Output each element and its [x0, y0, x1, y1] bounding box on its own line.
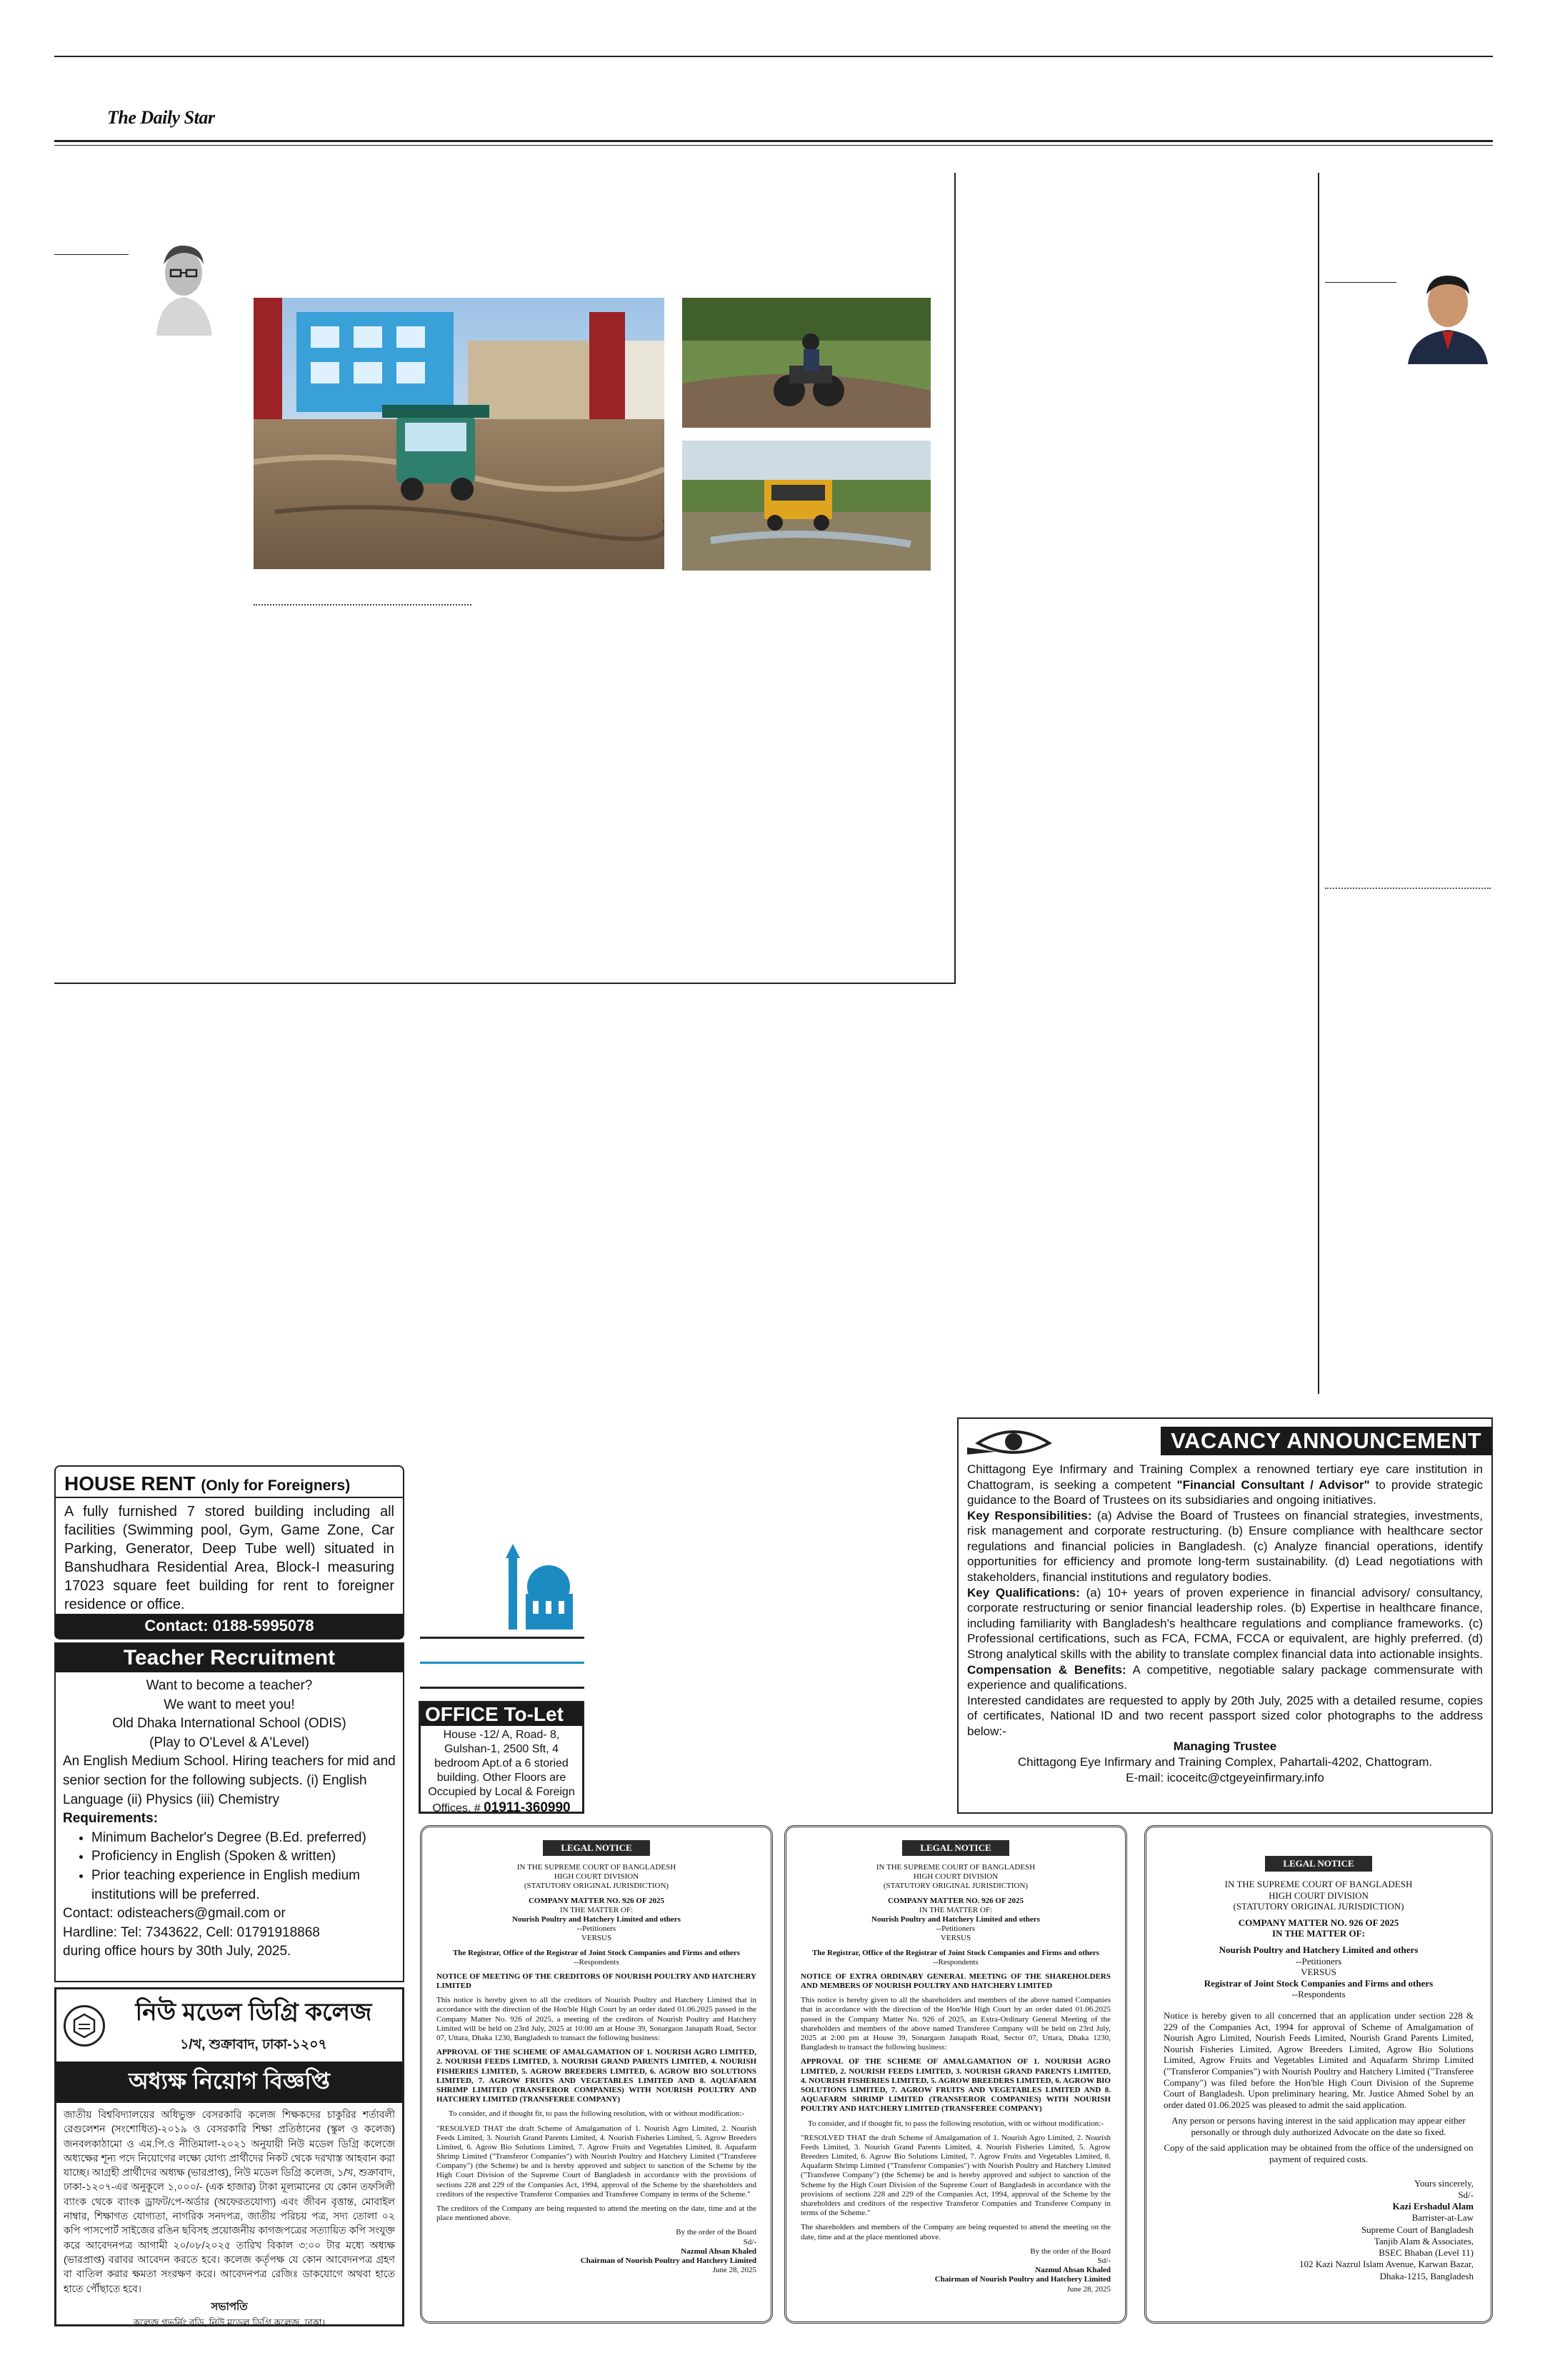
petitioners-label: --Petitioners [936, 1924, 976, 1934]
attend-text: The shareholders and members of the Company are being requested to attend the meeting on the date, time and at the place mentioned above. [801, 2223, 1111, 2241]
sign-order: By the order of the Board [676, 2228, 756, 2237]
teacher-body: An English Medium School. Hiring teachers for mid and senior section for the following subjects. (i) English Language (ii) Physics (iii) Chemistry [63, 1754, 396, 1807]
requirement-item: • Proficiency in English (Spoken & written) [91, 1847, 396, 1867]
teacher-play: (Play to O'Level & A'Level) [149, 1734, 309, 1750]
company-matter: COMPANY MATTER NO. 926 OF 2025 [528, 1896, 665, 1905]
editorial-bottom-rule [54, 983, 956, 984]
versus: VERSUS [581, 1934, 612, 1943]
sign-title: Chairman of Nourish Poultry and Hatchery Limited [934, 2275, 1111, 2284]
resolved-text: "RESOLVED THAT the draft Scheme of Amalgamation of 1. Nourish Agro Limited, 2. Nourish Feeds Limited, 3. Nourish Grand Parents Limited, 4. Nourish Fisheries Limited, 5. Agrow Breeders Limited, 6. Agrow Bio Solutions Limited, 7. Agrow Fruits and Vegetables Limited, 8. Aquafarm Shrimp Limited ("Transferor Companies") with Nourish Poultry and Hatchery Limited ("Transferee Company") (the Scheme) be and is hereby approved and subject to sanction of the Scheme by the High Court Division of the Supreme Court of Bangladesh in accordance with the provisions of sections 228 and 229 of the Companies Act, 1994, approval of the Scheme by the shareholders and creditors of the respective Transferor Companies and Transferee Company in terms of the Scheme." [436, 2124, 756, 2199]
section-rule-right [1325, 888, 1491, 889]
office-to-let-ad [419, 1701, 584, 1814]
college-heading: অধ্যক্ষ নিয়োগ বিজ্ঞপ্তি [56, 2062, 402, 2103]
respondent: Registrar of Joint Stock Companies and Firms and others [1204, 1977, 1434, 1989]
teacher-school: Old Dhaka International School (ODIS) [112, 1716, 346, 1732]
requirement-item: • Minimum Bachelor's Degree (B.Ed. preferred) [91, 1829, 396, 1848]
court-name: IN THE SUPREME COURT OF BANGLADESH [876, 1863, 1036, 1872]
top-rule [54, 56, 1493, 57]
court-jurisdiction: (STATUTORY ORIGINAL JURISDICTION) [883, 1882, 1029, 1891]
college-name: নিউ মডেল ডিগ্রি কলেজ [135, 1999, 372, 2026]
sign-role: Barrister-at-Law [1411, 2212, 1474, 2224]
petitioners-label: --Petitioners [576, 1924, 616, 1934]
legal-notice-egm [784, 1825, 1127, 2324]
sign-building: BSEC Bhaban (Level 11) [1379, 2247, 1474, 2259]
respondent: The Registrar, Office of the Registrar of Joint Stock Companies and Firms and others [811, 1948, 1100, 1957]
legal-notice-application [1144, 1825, 1493, 2324]
columnist-portrait [146, 236, 218, 336]
vacancy-intro: Chittagong Eye Infirmary and Training Complex a renowned tertiary eye care institution in Chattogram, is seeking a competent "Financial Consultant / Advisor" to provide strategic guidance to the Board of Trustees on its subsidiaries and ongoing initiatives. [967, 1462, 1483, 1507]
respondents-label: --Respondents [933, 1957, 979, 1967]
court-name: IN THE SUPREME COURT OF BANGLADESH [1224, 1879, 1413, 1889]
vacancy-qualifications: Key Qualifications: (a) 10+ years of proven experience in financial advisory/ consultancy, corporate restructuring or senior financial leadership roles. (b) Expertise in healthcare finance, including familiarity with Bangladesh's healthcare regulations and compliance frameworks. (c) Professional certifications, such as FCA, FCMA, FCCA or equivalent, are highly preferred. (d) Strong analytical skills with the ability to translate complex financial data into actionable insights. [967, 1585, 1483, 1661]
court-division: HIGH COURT DIVISION [554, 1872, 639, 1882]
teacher-deadline: during office hours by 30th July, 2025. [63, 1944, 291, 1959]
column-divider-left [954, 173, 956, 983]
notice-body: This notice is hereby given to all the shareholders and members of the above named Companies that in accordance with the direction of the Hon'ble High Court by an order dated 01.06.2025 passed in the Company Matter No. 926 of 2025, an Extra-Ordinary General Meeting of the shareholders and members of the above named Transferee Company will be held on 23rd July, 2025 at 2:00 pm at House 39, Sonargaon Janapath Road, Sector 07, Uttara, Dhaka 1230, Bangladesh to transact the following business: [801, 1996, 1111, 2052]
mosque-panel [416, 1458, 586, 1694]
mosque-rule-3 [420, 1687, 584, 1689]
company-matter: COMPANY MATTER NO. 926 OF 2025 [1238, 1917, 1399, 1928]
vacancy-responsibilities: Key Responsibilities: (a) Advise the Board of Trustees on financial strategies, investments, risk management and corporate restructuring. (b) Ensure compliance with healthcare sector regulations and financial policies in Bangladesh. (c) Analyze financial operations, identify opportunities for efficiency and promote long-term sustainability. (d) Lead negotiations with stakeholders, financial institutions and regulatory bodies. [967, 1508, 1483, 1585]
petitioners: Nourish Poultry and Hatchery Limited and others [1219, 1944, 1419, 1955]
versus: VERSUS [1301, 1967, 1336, 1978]
vacancy-address: Chittagong Eye Infirmary and Training Complex, Pahartali-4202, Chattogram. [1017, 1754, 1433, 1769]
sign-name: Nazmul Ahsan Khaled [1035, 2266, 1111, 2275]
sign-street: 102 Kazi Nazrul Islam Avenue, Karwan Bazar, [1299, 2259, 1474, 2270]
court-jurisdiction: (STATUTORY ORIGINAL JURISDICTION) [1233, 1901, 1404, 1912]
petitioners: Nourish Poultry and Hatchery Limited and others [512, 1914, 681, 1924]
office-title: OFFICE To-Let [421, 1703, 582, 1726]
respondents-label: --Respondents [574, 1957, 619, 1967]
college-seal-icon [64, 2005, 105, 2047]
mosque-rule-1 [420, 1637, 584, 1639]
teacher-requirements [63, 1829, 396, 1904]
consider-text: To consider, and if thought fit, to pass the following resolution, with or without modification:- [449, 2109, 744, 2119]
respondent: The Registrar, Office of the Registrar of Joint Stock Companies and Firms and others [452, 1948, 741, 1957]
company-matter: COMPANY MATTER NO. 926 OF 2025 [887, 1896, 1024, 1905]
consider-text: To consider, and if thought fit, to pass the following resolution, with or without modification:- [808, 2119, 1104, 2128]
byline-rule [54, 254, 129, 255]
house-rent-title: HOUSE RENT [64, 1472, 196, 1495]
in-matter: IN THE MATTER OF: [559, 1905, 634, 1914]
teacher-contact: Contact: odisteachers@gmail.com or [63, 1906, 286, 1922]
sign-firm: Tanjib Alam & Associates, [1374, 2235, 1474, 2246]
notice-title: NOTICE OF EXTRA ORDINARY GENERAL MEETING OF THE SHAREHOLDERS AND MEMBERS OF NOURISH POULTRY AND HATCHERY LIMITED [801, 1972, 1111, 1991]
sign-order: By the order of the Board [1030, 2246, 1111, 2256]
house-rent-contact: Contact: 0188-5995078 [56, 1614, 403, 1638]
petitioners: Nourish Poultry and Hatchery Limited and others [871, 1914, 1040, 1924]
vacancy-email: E-mail: icoceitc@ctgeyeinfirmary.info [1126, 1770, 1324, 1784]
office-body [421, 1726, 582, 1819]
court-name: IN THE SUPREME COURT OF BANGLADESH [516, 1863, 676, 1872]
byline-rule-right [1325, 282, 1396, 283]
in-matter: IN THE MATTER OF: [919, 1905, 993, 1914]
mosque-icon [504, 1530, 576, 1630]
masthead-rule [54, 140, 1493, 142]
teacher-req-title: Requirements: [63, 1811, 159, 1827]
legal-tag: LEGAL NOTICE [902, 1840, 1009, 1856]
mosque-rule-2 [420, 1662, 584, 1664]
college-sign-title: সভাপতি [211, 2300, 248, 2313]
resolved-text: "RESOLVED THAT the draft Scheme of Amalgamation of 1. Nourish Agro Limited, 2. Nourish Feeds Limited, 3. Nourish Grand Parents Limited, 4. Nourish Fisheries Limited, 5. Agrow Breeders Limited, 6. Agrow Bio Solutions Limited, 7. Agrow Fruits and Vegetables Limited, 8. Aquafarm Shrimp Limited ("Transferor Companies") with Nourish Poultry and Hatchery Limited ("Transferee Company") (the Scheme) be and is hereby approved and subject to sanction of the Scheme by the High Court Division of the Supreme Court of Bangladesh in accordance with the provisions of sections 228 and 229 of the Companies Act, 1994, approval of the Scheme by the shareholders and creditors of the respective Transferor Companies and Transferee Company in terms of the Scheme." [801, 2133, 1111, 2218]
sign-court: Supreme Court of Bangladesh [1361, 2224, 1474, 2235]
masthead-rule-thin [54, 145, 1493, 146]
court-jurisdiction: (STATUTORY ORIGINAL JURISDICTION) [524, 1882, 669, 1891]
photo-truck-flooded-road [682, 441, 931, 571]
sign-date: June 28, 2025 [712, 2266, 756, 2275]
eye-logo-icon [967, 1423, 1060, 1459]
sign-title: Chairman of Nourish Poultry and Hatchery Limited [580, 2256, 756, 2265]
college-body: জাতীয় বিশ্ববিদ্যালয়ের অধিভুক্ত বেসরকারি কলেজ শিক্ষকদের চাকুরির শর্তাবলী রেগুলেশন (সংশোধিত)-২০১৯ ও বেসরকারি শিক্ষা প্রতিষ্ঠানের (স্কুল ও কলেজ) জনবলকাঠামো ও এম.পি.ও নীতিমালা-২০২১ অনুযায়ী নিউ মডেল ডিগ্রি কলেজে অধ্যক্ষের শূন্য পদে নিয়োগের লক্ষ্যে যোগ্য প্রার্থীদের নিকট থেকে দরখাস্ত আহবান করা যাচ্ছে। আগ্রহী প্রার্থীদের অধ্যক্ষ (ভারপ্রাপ্ত), নিউ মডেল ডিগ্রি কলেজ, ১/খ, শুক্রাবাদ, ঢাকা-১২০৭-এর অনুকূলে ১,০০০/- (এক হাজার) টাকা মূল্যমানের যে কোন তফসিলী ব্যাংক থেকে ব্যাংক ড্রাফট/পে-অর্ডার (অফেরতযোগ্য) এবং জীবন বৃত্তান্ত, মোবাইল নাম্বার, শিক্ষাগত যোগ্যতা, নাগরিক সনদপত্র, জাতীয় পরিচয় পত্র, সদ্য তোলা ০২ কপি পাসপোর্ট সাইজের রঙিন ছবিসহ প্রয়োজনীয় কাগজপত্রের সত্যায়িত কপি সংযুক্ত করে আবেদনপত্র আগামী ২০/০৮/২০২৫ তারিখ বিকাল ৩:০০ টার মধ্যে অধ্যক্ষ (ভারপ্রাপ্ত) বরাবর আবেদন করতে হবে। কলেজ কর্তৃপক্ষ যে কোন আবেদনপত্র গ্রহণ বা বাতিল করার ক্ষমতা সংরক্ষণ করে। আবেদনপত্র রেজিঃ ডাকযোগে অথবা হাতে হাতে পৌঁছাতে হবে। [64, 2109, 395, 2294]
vacancy-apply: Interested candidates are requested to apply by 20th July, 2025 with a detailed resume, copies of certificates, National ID and two recent passport sized color photographs to the address below:- [967, 1693, 1483, 1738]
notice-title: NOTICE OF MEETING OF THE CREDITORS OF NOURISH POULTRY AND HATCHERY LIMITED [436, 1972, 756, 1991]
versus: VERSUS [940, 1934, 971, 1943]
requirement-item: • Prior teaching experience in English medium institutions will be preferred. [91, 1867, 396, 1904]
sign-name: Nazmul Ahsan Khaled [681, 2246, 756, 2256]
teacher-hotline: Hardline: Tel: 7343622, Cell: 01791918868 [63, 1924, 320, 1940]
vacancy-compensation: Compensation & Benefits: A competitive, negotiable salary package commensurate with experience and qualifications. [967, 1662, 1483, 1692]
vacancy-sign-title: Managing Trustee [1173, 1739, 1277, 1754]
notice-body: This notice is hereby given to all the creditors of Nourish Poultry and Hatchery Limited that in accordance with the direction of the Hon'ble High Court by an order dated 01.06.2025 passed in the Company Matter No. 926 of 2025, a meeting of the creditors of Nourish Poultry and Hatchery Limited will be held on 23rd July, 2025 at 10:00 am at House 39, Sonargaon Janapath Road, Sector 07, Uttara, Dhaka 1230, Bangladesh to transact the following business: [436, 1996, 756, 2042]
in-matter: IN THE MATTER OF: [1272, 1928, 1365, 1939]
copy-text: Copy of the said application may be obtained from the office of the undersigned on payment of required costs. [1164, 2142, 1474, 2165]
approval-text: APPROVAL OF THE SCHEME OF AMALGAMATION OF 1. NOURISH AGRO LIMITED, 2. NOURISH FEEDS LIMITED, 3. NOURISH GRAND PARENTS LIMITED, 4. NOURISH FISHERIES LIMITED, 5. AGROW BREEDERS LIMITED, 6. AGROW BIO SOLUTIONS LIMITED, 7. AGROW FRUITS AND VEGETABLES LIMITED AND 8. AQUAFARM SHRIMP LIMITED (TRANSFEROR COMPANIES) WITH NOURISH POULTRY AND HATCHERY LIMITED (TRANSFEREE COMPANY) [436, 2048, 756, 2104]
attend-text: The creditors of the Company are being requested to attend the meeting on the date, time and at the place mentioned above. [436, 2204, 756, 2223]
office-body-text: House -12/ A, Road- 8, Gulshan-1, 2500 Sft, 4 bedroom Apt.of a 6 storied building. Other Floors are Occupied by Local & Foreign Offices. # [428, 1729, 575, 1814]
sign-city: Dhaka-1215, Bangladesh [1379, 2270, 1474, 2281]
college-address: ১/খ, শুক্রাবাদ, ঢাকা-১২০৭ [180, 2037, 327, 2052]
teacher-line2: We want to meet you! [164, 1697, 295, 1712]
masthead-logo: The Daily Star [107, 107, 215, 128]
vacancy-announcement-ad [957, 1417, 1493, 1814]
column-divider-right [1318, 173, 1319, 1394]
teacher-recruitment-ad [54, 1642, 404, 1982]
house-rent-body: A fully furnished 7 stored building including all facilities (Swimming pool, Gym, Game Zone, Car Parking, Generator, Deep Tube well) situated in Banshudhara Residential Area, Block-I measuring 17023 square feet building for rent to foreigner residence or office. [64, 1504, 394, 1612]
college-sign: কলেজ গভর্নিং বডি, নিউ মডেল ডিগ্রি কলেজ, ঢাকা। [133, 2316, 326, 2328]
sign-sd: Sd/- [743, 2237, 756, 2246]
teacher-line1: Want to become a teacher? [146, 1678, 313, 1693]
sign-yours: Yours sincerely, [1414, 2177, 1474, 2189]
sign-sd: Sd/- [1458, 2189, 1474, 2200]
sign-name: Kazi Ershadul Alam [1392, 2201, 1474, 2212]
college-principal-ad [54, 1987, 404, 2326]
approval-text: APPROVAL OF THE SCHEME OF AMALGAMATION OF 1. NOURISH AGRO LIMITED, 2. NOURISH FEEDS LIMITED, 3. NOURISH GRAND PARENTS LIMITED, 4. NOURISH FISHERIES LIMITED, 5. AGROW BREEDERS LIMITED, 6. AGROW BIO SOLUTIONS LIMITED, 7. AGROW FRUITS AND VEGETABLES LIMITED AND 8. AQUAFARM SHRIMP LIMITED (TRANSFEROR COMPANIES) WITH NOURISH POULTRY AND HATCHERY LIMITED (TRANSFEREE COMPANY) [801, 2057, 1111, 2114]
photo-motorcycle-mud [682, 298, 931, 428]
court-division: HIGH COURT DIVISION [1269, 1889, 1369, 1901]
respondents-label: --Respondents [1291, 1989, 1346, 2000]
house-rent-subtitle: (Only for Foreigners) [201, 1477, 351, 1494]
petitioners-label: --Petitioners [1295, 1955, 1342, 1967]
columnist-portrait-right [1405, 266, 1491, 364]
legal-notice-creditors [420, 1825, 773, 2324]
persons-text: Any person or persons having interest in the said application may appear either personally or through duly authorized Advocate on the date so fixed. [1171, 2115, 1466, 2137]
office-phone: 01911-360990 [484, 1800, 571, 1815]
sign-sd: Sd/- [1097, 2256, 1111, 2265]
vacancy-title: VACANCY ANNOUNCEMENT [1161, 1427, 1491, 1455]
legal-tag: LEGAL NOTICE [543, 1840, 650, 1856]
teacher-title: Teacher Recruitment [56, 1644, 403, 1672]
notice-body: Notice is hereby given to all concerned that an application under section 228 & 229 of the Companies Act, 1994 for approval of Scheme of Amalgamation of Nourish Agro Limited, Nourish Feeds Limited, Nourish Grand Parents Limited, Nourish Fisheries Limited, Agrow Breeders Limited, Agrow Bio Solutions Limited, Agrow Fruits and Vegetables Limited and Aquafarm Shrimp Limited ("Transferor Companies") with Nourish Poultry and Hatchery Limited ("Transferee Company") was filed before the Hon'ble High Court Division of the Supreme Court of Bangladesh. Upon preliminary hearing, Mr. Justice Ahmed Sohel by an order dated 01.06.2025 was pleased to admit the said application. [1164, 2009, 1474, 2110]
photo-caption-rule [254, 604, 471, 606]
court-division: HIGH COURT DIVISION [913, 1872, 999, 1882]
house-rent-ad [54, 1465, 404, 1640]
sign-date: June 28, 2025 [1066, 2284, 1111, 2294]
legal-tag: LEGAL NOTICE [1265, 1856, 1372, 1872]
photo-muddy-road-rickshaw [254, 298, 664, 569]
